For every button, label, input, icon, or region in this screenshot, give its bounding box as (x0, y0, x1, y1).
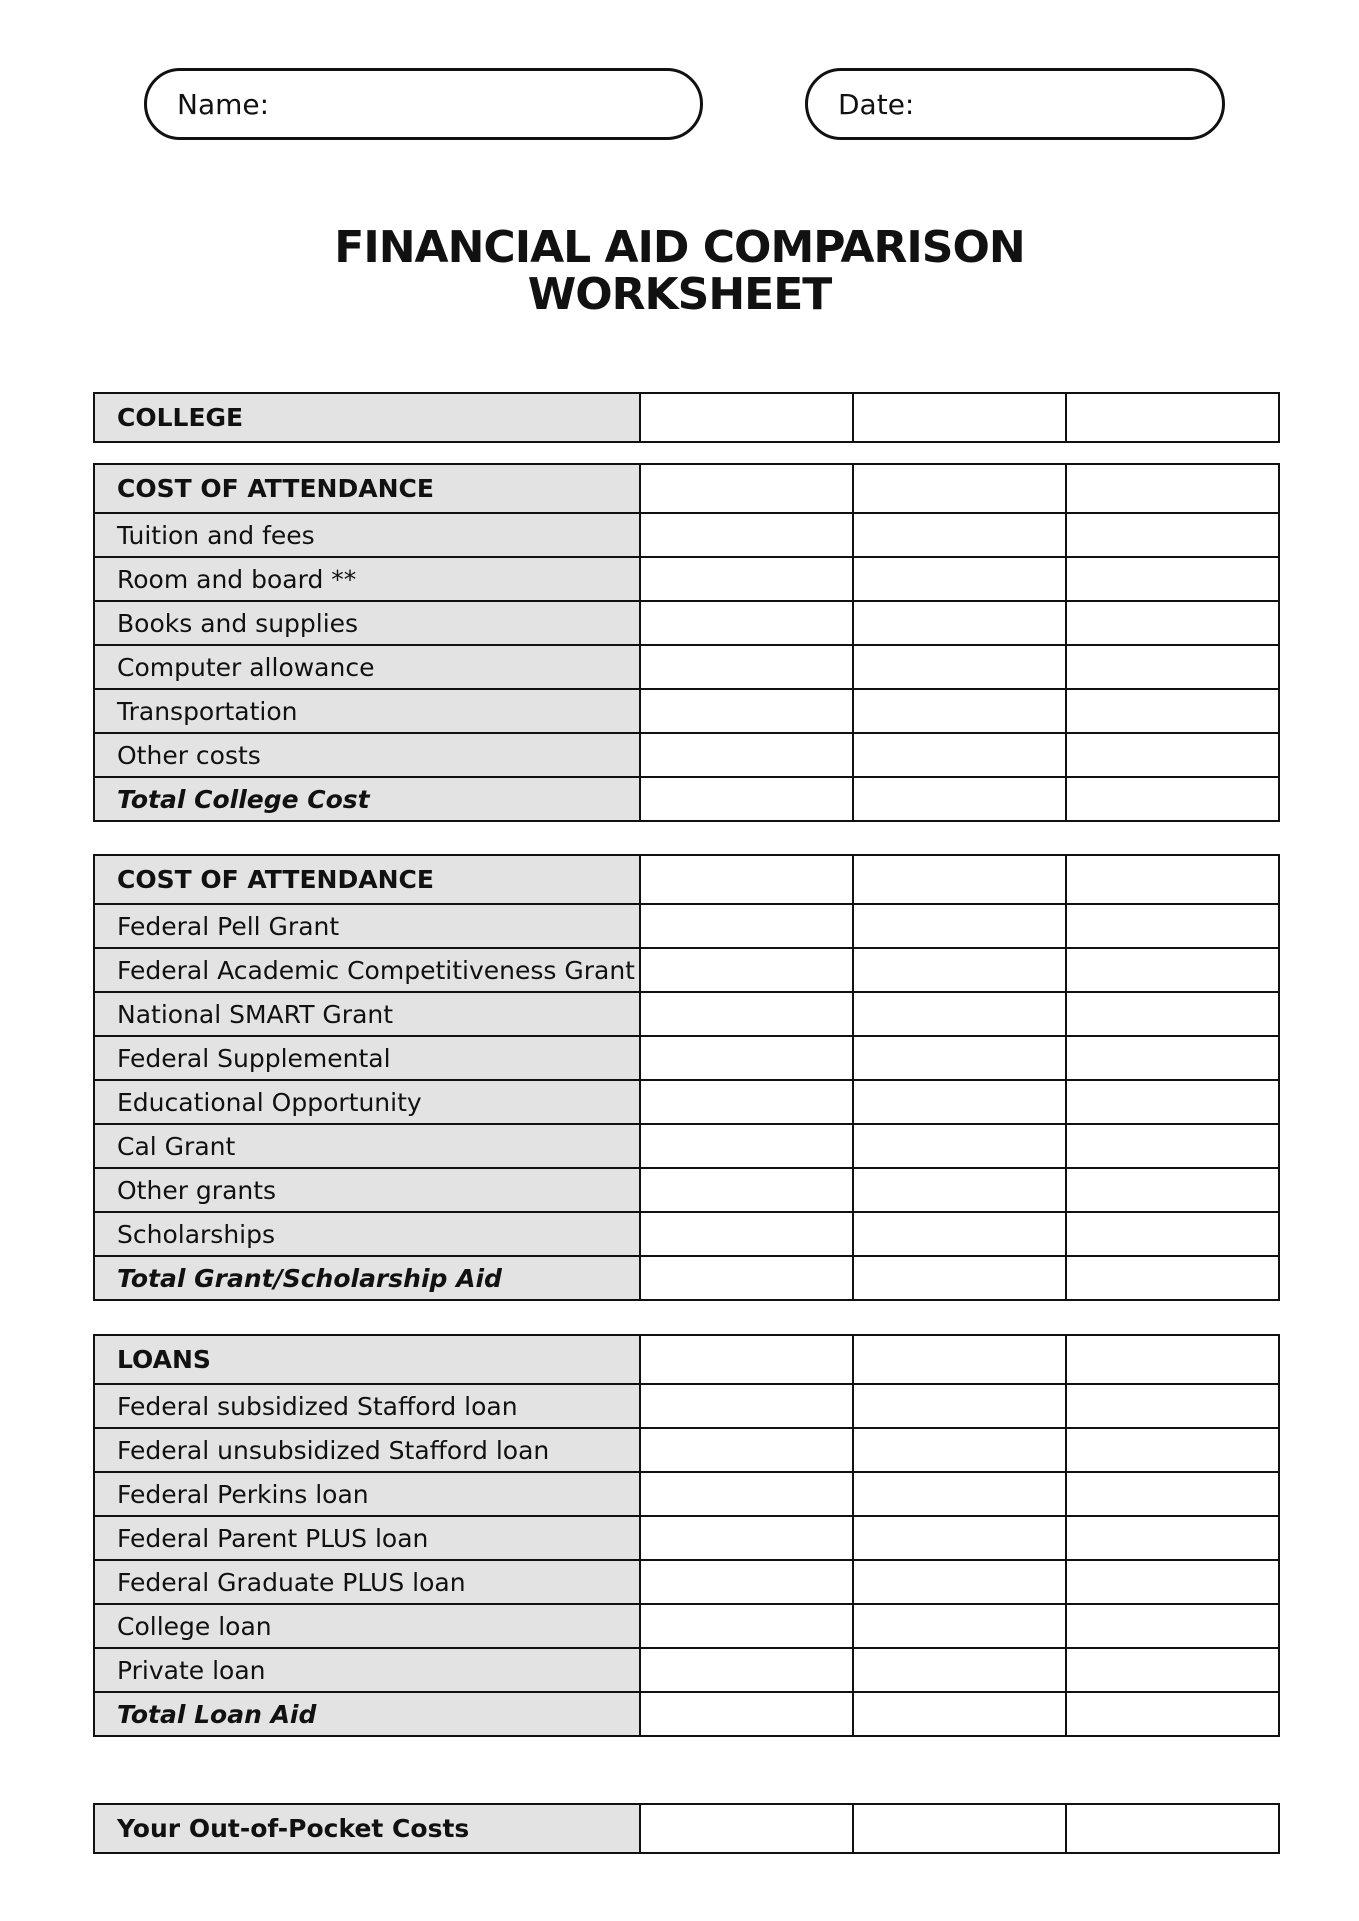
loan-section-item-3-input-1[interactable] (640, 1472, 853, 1516)
grant-section-total-input-3[interactable] (1066, 1256, 1279, 1300)
loan-section-item-2-label: Federal unsubsidized Stafford loan (94, 1428, 640, 1472)
grant-section-item-3-row (94, 992, 1279, 1036)
grant-section-item-3-input-2[interactable] (853, 992, 1066, 1036)
loan-section-header-label: LOANS (94, 1335, 640, 1384)
loan-section-item-2-input-2[interactable] (853, 1428, 1066, 1472)
loan-section-item-4-input-2[interactable] (853, 1516, 1066, 1560)
out-of-pocket-table (93, 1803, 1280, 1854)
college-row (94, 393, 1279, 442)
loan-section-total-row (94, 1692, 1279, 1736)
grant-section-item-8-input-3[interactable] (1066, 1212, 1279, 1256)
cost-section-item-5-input-1[interactable] (640, 689, 853, 733)
grant-section-item-2-input-1[interactable] (640, 948, 853, 992)
grant-section-total-label: Total Grant/Scholarship Aid (94, 1256, 640, 1300)
grant-section-item-1-input-3[interactable] (1066, 904, 1279, 948)
cost-section-item-6-label: Other costs (94, 733, 640, 777)
grant-section-item-8-row (94, 1212, 1279, 1256)
loan-section-item-6-input-1[interactable] (640, 1604, 853, 1648)
cost-section-item-5-row (94, 689, 1279, 733)
loan-section-item-5-row (94, 1560, 1279, 1604)
cost-section-header-input-2[interactable] (853, 464, 1066, 513)
loan-section-item-5-input-3[interactable] (1066, 1560, 1279, 1604)
cost-section-item-3-input-1[interactable] (640, 601, 853, 645)
grant-section-total-row (94, 1256, 1279, 1300)
page-title-line2: WORKSHEET (527, 269, 832, 320)
cost-section-item-4-input-2[interactable] (853, 645, 1066, 689)
out-of-pocket-input-1[interactable] (640, 1804, 853, 1853)
cost-section-item-5-label: Transportation (94, 689, 640, 733)
loan-section-total-input-1[interactable] (640, 1692, 853, 1736)
grant-section-item-7-input-3[interactable] (1066, 1168, 1279, 1212)
grant-section-item-8-label: Scholarships (94, 1212, 640, 1256)
loans-table (93, 1334, 1280, 1737)
cost-section-item-3-row (94, 601, 1279, 645)
grant-section-item-3-input-1[interactable] (640, 992, 853, 1036)
grant-section-item-7-input-2[interactable] (853, 1168, 1066, 1212)
loan-section-item-6-input-2[interactable] (853, 1604, 1066, 1648)
loan-section-item-5-input-2[interactable] (853, 1560, 1066, 1604)
cost-section-item-6-input-1[interactable] (640, 733, 853, 777)
date-label: Date: (838, 87, 915, 121)
cost-section-item-1-label: Tuition and fees (94, 513, 640, 557)
cost-section-item-3-label: Books and supplies (94, 601, 640, 645)
out-of-pocket-input-3[interactable] (1066, 1804, 1279, 1853)
grant-section-item-3-label: National SMART Grant (94, 992, 640, 1036)
page-title-line1: FINANCIAL AID COMPARISON (334, 222, 1025, 273)
loan-section-item-7-row (94, 1648, 1279, 1692)
loan-section-header-input-3[interactable] (1066, 1335, 1279, 1384)
grant-section-item-7-row (94, 1168, 1279, 1212)
out-of-pocket-row (94, 1804, 1279, 1853)
grant-section-header-input-2[interactable] (853, 855, 1066, 904)
loan-section-header-input-1[interactable] (640, 1335, 853, 1384)
cost-section-total-input-3[interactable] (1066, 777, 1279, 821)
grant-section-item-8-input-1[interactable] (640, 1212, 853, 1256)
cost-section-item-3-input-3[interactable] (1066, 601, 1279, 645)
grant-section-total-input-1[interactable] (640, 1256, 853, 1300)
cost-section-item-6-input-2[interactable] (853, 733, 1066, 777)
grant-section-item-6-input-1[interactable] (640, 1124, 853, 1168)
college-input-2[interactable] (853, 393, 1066, 442)
loan-section-item-7-label: Private loan (94, 1648, 640, 1692)
loan-section-total-input-3[interactable] (1066, 1692, 1279, 1736)
loan-section-item-2-row (94, 1428, 1279, 1472)
grant-section-item-1-input-1[interactable] (640, 904, 853, 948)
name-field[interactable] (144, 68, 703, 140)
loan-section-item-4-label: Federal Parent PLUS loan (94, 1516, 640, 1560)
cost-section-item-5-input-3[interactable] (1066, 689, 1279, 733)
grant-section-item-6-input-3[interactable] (1066, 1124, 1279, 1168)
loan-section-item-3-input-3[interactable] (1066, 1472, 1279, 1516)
cost-section-total-input-1[interactable] (640, 777, 853, 821)
grant-section-header-input-1[interactable] (640, 855, 853, 904)
loan-section-item-3-input-2[interactable] (853, 1472, 1066, 1516)
out-of-pocket-input-2[interactable] (853, 1804, 1066, 1853)
cost-section-item-1-row (94, 513, 1279, 557)
loan-section-item-1-input-1[interactable] (640, 1384, 853, 1428)
grant-section-item-1-input-2[interactable] (853, 904, 1066, 948)
grant-aid-table (93, 854, 1280, 1301)
loan-section-item-1-input-2[interactable] (853, 1384, 1066, 1428)
cost-section-item-6-input-3[interactable] (1066, 733, 1279, 777)
grant-section-item-1-row (94, 904, 1279, 948)
loan-section-item-1-row (94, 1384, 1279, 1428)
grant-section-item-4-input-2[interactable] (853, 1036, 1066, 1080)
loan-section-item-1-input-3[interactable] (1066, 1384, 1279, 1428)
loan-section-item-6-input-3[interactable] (1066, 1604, 1279, 1648)
loan-section-total-input-2[interactable] (853, 1692, 1066, 1736)
grant-section-header-input-3[interactable] (1066, 855, 1279, 904)
cost-section-header-input-1[interactable] (640, 464, 853, 513)
cost-section-item-3-input-2[interactable] (853, 601, 1066, 645)
grant-section-item-6-row (94, 1124, 1279, 1168)
grant-section-item-5-input-3[interactable] (1066, 1080, 1279, 1124)
loan-section-item-6-row (94, 1604, 1279, 1648)
loan-section-item-7-input-3[interactable] (1066, 1648, 1279, 1692)
name-label: Name: (177, 87, 270, 121)
grant-section-item-4-input-3[interactable] (1066, 1036, 1279, 1080)
grant-section-item-5-label: Educational Opportunity (94, 1080, 640, 1124)
grant-section-item-2-input-2[interactable] (853, 948, 1066, 992)
grant-section-item-3-input-3[interactable] (1066, 992, 1279, 1036)
loan-section-item-3-row (94, 1472, 1279, 1516)
cost-section-total-row (94, 777, 1279, 821)
loan-section-item-6-label: College loan (94, 1604, 640, 1648)
loan-section-total-label: Total Loan Aid (94, 1692, 640, 1736)
cost-section-header-label: COST OF ATTENDANCE (94, 464, 640, 513)
college-input-1[interactable] (640, 393, 853, 442)
cost-section-header-row (94, 464, 1279, 513)
grant-section-item-8-input-2[interactable] (853, 1212, 1066, 1256)
grant-section-item-5-input-2[interactable] (853, 1080, 1066, 1124)
cost-section-item-2-row (94, 557, 1279, 601)
grant-section-item-5-input-1[interactable] (640, 1080, 853, 1124)
cost-of-attendance-table (93, 463, 1280, 822)
grant-section-item-6-input-2[interactable] (853, 1124, 1066, 1168)
grant-section-item-6-label: Cal Grant (94, 1124, 640, 1168)
grant-section-total-input-2[interactable] (853, 1256, 1066, 1300)
grant-section-item-2-label: Federal Academic Competitiveness Grant (94, 948, 640, 992)
college-table (93, 392, 1280, 443)
cost-section-item-5-input-2[interactable] (853, 689, 1066, 733)
loan-section-item-2-input-3[interactable] (1066, 1428, 1279, 1472)
loan-section-item-4-input-3[interactable] (1066, 1516, 1279, 1560)
loan-section-item-5-input-1[interactable] (640, 1560, 853, 1604)
grant-section-item-4-row (94, 1036, 1279, 1080)
cost-section-item-6-row (94, 733, 1279, 777)
cost-section-total-label: Total College Cost (94, 777, 640, 821)
college-header: COLLEGE (94, 393, 640, 442)
grant-section-item-2-input-3[interactable] (1066, 948, 1279, 992)
loan-section-item-7-input-1[interactable] (640, 1648, 853, 1692)
loan-section-item-4-input-1[interactable] (640, 1516, 853, 1560)
grant-section-item-7-input-1[interactable] (640, 1168, 853, 1212)
cost-section-item-4-input-1[interactable] (640, 645, 853, 689)
loan-section-item-4-row (94, 1516, 1279, 1560)
cost-section-item-1-input-1[interactable] (640, 513, 853, 557)
grant-section-item-4-input-1[interactable] (640, 1036, 853, 1080)
loan-section-item-5-label: Federal Graduate PLUS loan (94, 1560, 640, 1604)
grant-section-item-2-row (94, 948, 1279, 992)
grant-section-header-label: COST OF ATTENDANCE (94, 855, 640, 904)
cost-section-header-input-3[interactable] (1066, 464, 1279, 513)
loan-section-item-7-input-2[interactable] (853, 1648, 1066, 1692)
cost-section-item-2-input-2[interactable] (853, 557, 1066, 601)
out-of-pocket-label: Your Out-of-Pocket Costs (94, 1804, 640, 1853)
cost-section-item-2-input-1[interactable] (640, 557, 853, 601)
college-input-3[interactable] (1066, 393, 1279, 442)
date-field[interactable] (805, 68, 1225, 140)
grant-section-item-5-row (94, 1080, 1279, 1124)
grant-section-header-row (94, 855, 1279, 904)
grant-section-item-4-label: Federal Supplemental (94, 1036, 640, 1080)
loan-section-item-2-input-1[interactable] (640, 1428, 853, 1472)
loan-section-item-3-label: Federal Perkins loan (94, 1472, 640, 1516)
cost-section-item-4-row (94, 645, 1279, 689)
cost-section-item-1-input-3[interactable] (1066, 513, 1279, 557)
cost-section-total-input-2[interactable] (853, 777, 1066, 821)
loan-section-header-input-2[interactable] (853, 1335, 1066, 1384)
cost-section-item-4-label: Computer allowance (94, 645, 640, 689)
loan-section-header-row (94, 1335, 1279, 1384)
grant-section-item-7-label: Other grants (94, 1168, 640, 1212)
loan-section-item-1-label: Federal subsidized Stafford loan (94, 1384, 640, 1428)
cost-section-item-1-input-2[interactable] (853, 513, 1066, 557)
cost-section-item-2-label: Room and board ** (94, 557, 640, 601)
grant-section-item-1-label: Federal Pell Grant (94, 904, 640, 948)
cost-section-item-4-input-3[interactable] (1066, 645, 1279, 689)
cost-section-item-2-input-3[interactable] (1066, 557, 1279, 601)
